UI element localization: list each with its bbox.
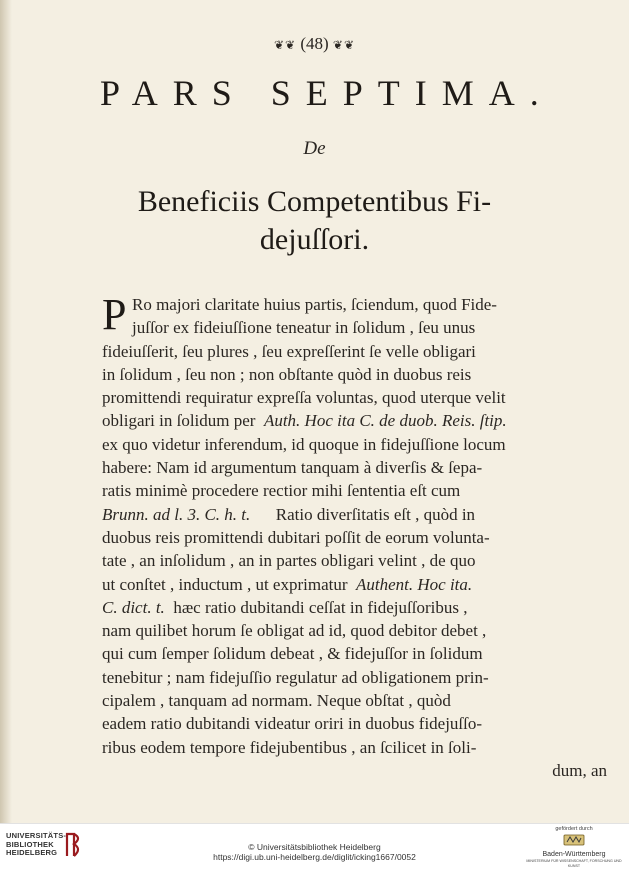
text-line [102, 503, 607, 526]
text-segment: hæc ratio dubitandi ceſſat in fidejuſſoribus , [173, 597, 468, 617]
text-line: ratis minimè procedere rectior mihi ſententia eſt cum [102, 481, 461, 501]
citation-auth: Auth. Hoc ita C. de duob. Reis. ſtip. [263, 411, 507, 431]
ornament-left-icon: ❦❦ [273, 38, 297, 52]
text-line: Ro majori claritate huius partis, ſciendum, quod Fide- [132, 295, 497, 314]
text-line [102, 596, 607, 619]
de-heading: De [303, 138, 326, 159]
text-segment: obligari in ſolidum per [102, 411, 256, 431]
citation-cdict: C. dict. t. [102, 597, 165, 617]
subject-line-1: Beneficiis Competentibus Fi- [137, 185, 492, 218]
text-line: habere: Nam id argumentum tanquam à diverſis & ſepa- [102, 458, 483, 478]
text-segment: ut conſtet , inductum , ut exprimatur [102, 574, 348, 594]
citation-authent: Authent. Hoc ita. [356, 574, 473, 594]
text-line: cipalem , tanquam ad normam. Neque obſtat , quòd [102, 691, 451, 711]
viewer-footer [0, 823, 629, 868]
body-text [102, 290, 607, 782]
text-line: in ſolidum , ſeu non ; non obſtante quòd in duobus reis [102, 364, 472, 384]
text-line [102, 573, 607, 596]
text-segment: Ratio diverſitatis eſt , quòd in [275, 504, 476, 524]
page-number [0, 34, 629, 54]
text-line: dum, an [552, 760, 607, 780]
copyright-text: © Universitätsbibliothek Heidelberg [248, 842, 381, 852]
library-name-line-3: HEIDELBERG [6, 848, 58, 857]
library-name-line-2: BIBLIOTHEK [6, 839, 54, 849]
section-title: PARS SEPTIMA. [100, 73, 554, 113]
page-number-text: (48) [300, 34, 329, 53]
text-line: juſſor ex fideiuſſione teneatur in ſolidum , ſeu unus [132, 318, 476, 338]
subject-line-2: dejuſſori. [259, 223, 370, 256]
text-line: nam quilibet horum ſe obligat ad id, quod debitor debet , [102, 621, 487, 641]
ornament-right-icon: ❦❦ [332, 38, 356, 52]
text-line: ribus eodem tempore fidejubentibus , an ſcilicet in ſoli- [102, 737, 477, 757]
text-line: tate , an inſolidum , an in partes obligari velint , de quo [102, 551, 476, 571]
library-name-line-1: UNIVERSITÄTS- [6, 831, 67, 840]
funder-subtitle: MINISTERIUM FÜR WISSENSCHAFT, FORSCHUNG UND KUNST [526, 859, 622, 868]
state-crest-icon [562, 834, 586, 846]
citation-brunn: Brunn. ad l. 3. C. h. t. [102, 504, 251, 524]
subject-heading [0, 183, 629, 259]
text-line: qui cum ſemper ſolidum debeat , & fidejuſſor in ſolidum [102, 644, 483, 664]
text-line: ex quo videtur inferendum, id quoque in fidejuſſione locum [102, 434, 506, 454]
page-gutter-shadow [0, 0, 12, 823]
text-line: tenebitur ; nam fidejuſſio regulatur ad obligationem prin- [102, 667, 489, 687]
permalink-url[interactable]: https://digi.ub.uni-heidelberg.de/diglit/icking1667/0052 [213, 852, 416, 862]
text-line: duobus reis promittendi dubitari poſſit de eorum volunta- [102, 527, 490, 547]
text-line: promittendi requiratur expreſſa voluntas, quod uterque velit [102, 388, 506, 408]
text-line [102, 409, 607, 432]
drop-cap: P [102, 290, 127, 339]
text-line: eadem ratio dubitandi videatur oriri in duobus fidejuſſo- [102, 714, 483, 734]
funder-logo[interactable] [520, 826, 628, 869]
funder-name: Baden-Württemberg [542, 851, 606, 858]
funded-by-label: gefördert durch [555, 826, 593, 832]
text-line: fideiuſſerit, ſeu plures , ſeu expreſſerint ſe velle obligari [102, 341, 476, 361]
